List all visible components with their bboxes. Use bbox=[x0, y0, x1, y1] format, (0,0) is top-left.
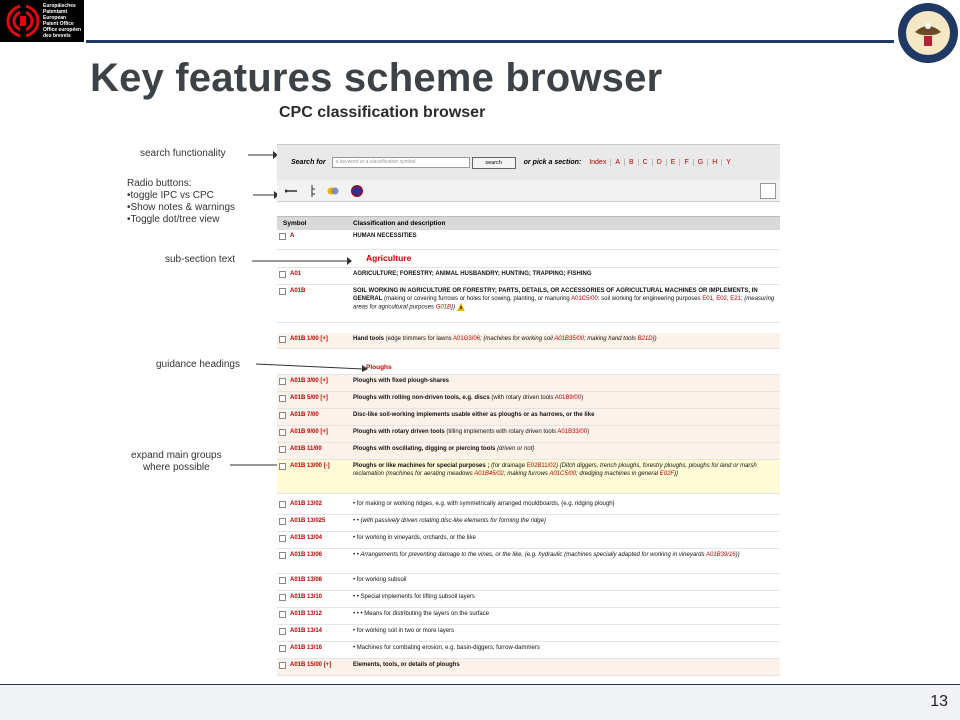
row-symbol[interactable]: A01B 7/00 bbox=[290, 412, 319, 418]
header-rule bbox=[86, 40, 894, 43]
section-link-index[interactable]: Index bbox=[589, 159, 607, 166]
annotation-subsection: sub-section text bbox=[165, 254, 236, 265]
table-row bbox=[277, 574, 780, 591]
footer-bar bbox=[0, 684, 960, 720]
section-link-c[interactable]: C bbox=[638, 159, 652, 166]
row-symbol[interactable]: A01B bbox=[290, 288, 306, 294]
search-label: Search for bbox=[291, 159, 326, 166]
row-symbol[interactable]: A01B 9/00 [+] bbox=[290, 429, 328, 435]
row-description: Disc-like soil-working implements usable either as ploughs or as harrows, or the like bbox=[353, 412, 595, 418]
row-symbol[interactable]: A01B 13/10 bbox=[290, 594, 323, 600]
search-input[interactable]: a keyword or a classification symbol bbox=[332, 157, 470, 168]
arrow-search bbox=[248, 150, 278, 160]
tree-view-icon[interactable] bbox=[309, 185, 315, 197]
table-header bbox=[277, 216, 780, 230]
row-checkbox[interactable] bbox=[279, 378, 286, 385]
arrow-radio bbox=[253, 190, 279, 200]
row-description: Ploughs with rotary driven tools (tilling implements with rotary driven tools A01B33/00) bbox=[353, 429, 590, 435]
row-checkbox[interactable] bbox=[279, 662, 286, 669]
table-row bbox=[277, 409, 780, 426]
row-checkbox[interactable] bbox=[279, 518, 286, 525]
table-row bbox=[277, 549, 780, 574]
column-description: Classification and description bbox=[353, 220, 446, 227]
section-link-h[interactable]: H bbox=[707, 159, 721, 166]
table-row bbox=[277, 230, 780, 250]
row-checkbox[interactable] bbox=[279, 271, 286, 278]
row-description: • Machines for combating erosion, e.g. basin-diggers, furrow-dammers bbox=[353, 645, 540, 651]
row-description: Ploughs with fixed plough-shares bbox=[353, 378, 450, 384]
table-row bbox=[277, 392, 780, 409]
section-link-b[interactable]: B bbox=[624, 159, 638, 166]
table-row bbox=[277, 268, 780, 285]
row-checkbox[interactable] bbox=[279, 446, 286, 453]
row-checkbox[interactable] bbox=[279, 501, 286, 508]
row-checkbox[interactable] bbox=[279, 412, 286, 419]
table-row bbox=[277, 498, 780, 515]
table-row bbox=[277, 625, 780, 642]
row-symbol[interactable]: A01B 13/04 bbox=[290, 535, 323, 541]
warning-icon[interactable] bbox=[457, 303, 465, 311]
row-symbol[interactable]: A01B 13/02 bbox=[290, 501, 323, 507]
row-checkbox[interactable] bbox=[279, 288, 286, 295]
ipc-cpc-toggle-icon[interactable] bbox=[351, 185, 363, 197]
row-symbol[interactable]: A01B 13/14 bbox=[290, 628, 323, 634]
annotation-search: search functionality bbox=[140, 148, 226, 159]
epo-logo bbox=[0, 0, 84, 42]
search-button[interactable]: search bbox=[472, 157, 516, 169]
epo-logo-text: Europäisches Patentamt European Patent Office Office européen des brevets bbox=[43, 3, 82, 39]
row-symbol[interactable]: A01B 3/00 [+] bbox=[290, 378, 328, 384]
table-row bbox=[277, 443, 780, 460]
annotation-expand: expand main groups where possible bbox=[131, 450, 222, 473]
column-symbol: Symbol bbox=[283, 220, 307, 227]
search-bar bbox=[277, 144, 780, 180]
annotation-guidance: guidance headings bbox=[156, 359, 240, 370]
row-checkbox[interactable] bbox=[279, 429, 286, 436]
row-description: Ploughs with rolling non-driven tools, e.g. discs (with rotary driven tools A01B9/00) bbox=[353, 395, 584, 401]
row-symbol[interactable]: A01B 13/16 bbox=[290, 645, 323, 651]
section-link-f[interactable]: F bbox=[679, 159, 692, 166]
row-description: • • • Means for distributing the layers on the surface bbox=[353, 611, 490, 617]
table-row bbox=[277, 333, 780, 349]
view-toolbar bbox=[277, 180, 780, 202]
row-description: • for working soil in two or more layers bbox=[353, 628, 455, 634]
epo-logo-mark bbox=[6, 4, 40, 38]
row-checkbox[interactable] bbox=[279, 645, 286, 652]
row-description: AGRICULTURE; FORESTRY; ANIMAL HUSBANDRY; HUNTING; TRAPPING; FISHING bbox=[353, 271, 592, 277]
row-checkbox[interactable] bbox=[279, 552, 286, 559]
notes-warnings-icon[interactable] bbox=[327, 185, 339, 197]
row-symbol[interactable]: A01B 11/00 bbox=[290, 446, 322, 452]
row-symbol[interactable]: A01B 13/00 [-] bbox=[290, 463, 330, 469]
uspto-seal bbox=[897, 2, 959, 64]
cpc-browser bbox=[277, 104, 780, 676]
browser-title: CPC classification browser bbox=[279, 104, 486, 121]
table-row bbox=[277, 285, 780, 323]
row-description: • for making or working ridges, e.g. with symmetrically arranged mouldboards, {e.g. ridging plough} bbox=[353, 501, 615, 507]
row-symbol[interactable]: A01 bbox=[290, 271, 302, 277]
table-row bbox=[277, 642, 780, 659]
row-checkbox[interactable] bbox=[279, 233, 286, 240]
row-symbol[interactable]: A01B 5/00 [+] bbox=[290, 395, 328, 401]
row-checkbox[interactable] bbox=[279, 336, 286, 343]
table-row bbox=[277, 375, 780, 392]
row-checkbox[interactable] bbox=[279, 395, 286, 402]
toolbar-square-button[interactable] bbox=[760, 183, 776, 199]
row-symbol[interactable]: A01B 13/06 bbox=[290, 552, 323, 558]
annotation-radio: Radio buttons: •toggle IPC vs CPC •Show notes & warnings •Toggle dot/tree view bbox=[127, 178, 236, 225]
subsection-title: Agriculture bbox=[277, 250, 780, 268]
table-row bbox=[277, 608, 780, 625]
section-link-g[interactable]: G bbox=[693, 159, 707, 166]
page-number: 13 bbox=[930, 693, 948, 710]
row-description: • • {with passively driven rotating disc-like elements for forming the ridge} bbox=[353, 518, 546, 524]
section-link-e[interactable]: E bbox=[666, 159, 680, 166]
row-description: Ploughs or like machines for special purposes ; (for drainage E02B11/02) {Ditch diggers, trench ploughs, forestry ploughs, ploughs for land or marsh reclamation (machines for aerating meadows A01B45/02; making furrows A01C5/00; dredging machines in general E02F)} bbox=[353, 463, 757, 477]
row-description: Hand tools (edge trimmers for lawns A01G3/06; {machines for working soil A01B35/00; making hand tools B21D}) bbox=[353, 336, 657, 342]
row-symbol[interactable]: A bbox=[290, 233, 295, 239]
table-row bbox=[277, 515, 780, 532]
row-description: • • Arrangements for preventing damage to the vines, or the like, {e.g. hydraulic (machines specially adapted for working in vineyards A01B39/16)} bbox=[353, 552, 740, 558]
guidance-heading: Ploughs bbox=[277, 361, 780, 375]
row-description: • for working in vineyards, orchards, or the like bbox=[353, 535, 476, 541]
row-checkbox[interactable] bbox=[279, 594, 286, 601]
table-row bbox=[277, 532, 780, 549]
row-description: SOIL WORKING IN AGRICULTURE OR FORESTRY; PARTS, DETAILS, OR ACCESSORIES OF AGRICULTURAL MACHINES OR IMPLEMENTS, IN GENERAL (making or covering furrows or holes for sowing, planting, or manuring A01C5/00; soil working for engineering purposes E01, E02, E21; {measuring areas for agricultural purposes G01B}) bbox=[353, 288, 775, 311]
row-symbol[interactable]: A01B 15/00 [+] bbox=[290, 662, 332, 668]
row-checkbox[interactable] bbox=[279, 577, 286, 584]
row-symbol[interactable]: A01B 13/025 bbox=[290, 518, 326, 524]
row-description: Ploughs with oscillating, digging or piercing tools {driven or not} bbox=[353, 446, 535, 452]
slide-title: Key features scheme browser bbox=[90, 56, 663, 100]
pick-section-label: or pick a section: bbox=[523, 159, 582, 166]
row-symbol[interactable]: A01B 13/08 bbox=[290, 577, 323, 583]
row-symbol[interactable]: A01B 13/12 bbox=[290, 611, 323, 617]
row-checkbox[interactable] bbox=[279, 535, 286, 542]
table-row bbox=[277, 659, 780, 676]
table-row bbox=[277, 426, 780, 443]
row-checkbox[interactable] bbox=[279, 628, 286, 635]
section-link-a[interactable]: A bbox=[610, 159, 624, 166]
row-description: Elements, tools, or details of ploughs bbox=[353, 662, 460, 668]
row-checkbox[interactable] bbox=[279, 463, 286, 470]
row-description: HUMAN NECESSITIES bbox=[353, 233, 417, 239]
row-symbol[interactable]: A01B 1/00 [+] bbox=[290, 336, 328, 342]
row-checkbox[interactable] bbox=[279, 611, 286, 618]
section-link-y[interactable]: Y bbox=[721, 159, 735, 166]
row-description: • for working subsoil bbox=[353, 577, 407, 583]
section-link-d[interactable]: D bbox=[652, 159, 666, 166]
dot-view-icon[interactable] bbox=[285, 187, 297, 195]
table-row-expanded bbox=[277, 460, 780, 494]
row-description: • • Special implements for lifting subsoil layers bbox=[353, 594, 475, 600]
table-row bbox=[277, 591, 780, 608]
